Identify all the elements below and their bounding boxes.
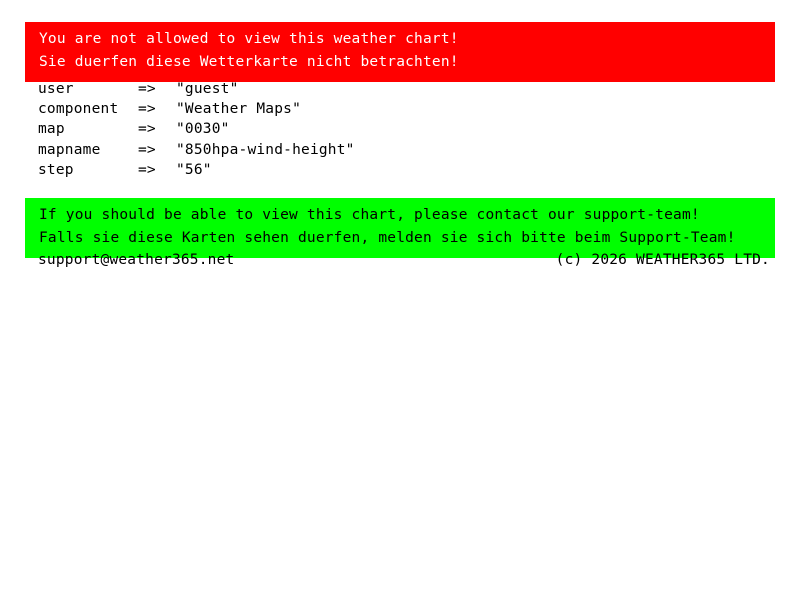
table-row <box>38 79 355 99</box>
error-banner-line-en: You are not allowed to view this weather chart! <box>39 31 459 47</box>
info-banner-line-en: If you should be able to view this chart, please contact our support-team! <box>39 207 700 223</box>
param-value-map: "0030" <box>176 121 230 138</box>
table-row <box>38 140 355 160</box>
param-value-component: "Weather Maps" <box>176 101 302 118</box>
info-banner-line-de: Falls sie diese Karten sehen duerfen, melden sie sich bitte beim Support-Team! <box>39 230 736 246</box>
copyright-text: (c) 2026 WEATHER365 LTD. <box>555 252 770 268</box>
param-key-map: map <box>38 121 65 138</box>
table-row <box>38 99 355 119</box>
param-arrow: => <box>138 81 156 97</box>
support-email-link[interactable]: support@weather365.net <box>38 252 235 268</box>
info-banner <box>25 198 775 258</box>
param-arrow: => <box>138 161 156 178</box>
param-key-user: user <box>38 81 74 97</box>
param-value-mapname: "850hpa-wind-height" <box>176 141 355 158</box>
footer <box>38 250 770 270</box>
table-row <box>38 160 355 180</box>
param-value-user: "guest" <box>176 81 239 97</box>
param-key-mapname: mapname <box>38 141 101 158</box>
param-value-step: "56" <box>176 161 212 178</box>
param-arrow: => <box>138 101 156 118</box>
table-row <box>38 119 355 139</box>
param-arrow: => <box>138 141 156 158</box>
error-banner <box>25 22 775 82</box>
param-arrow: => <box>138 121 156 138</box>
param-key-step: step <box>38 161 74 178</box>
error-banner-line-de: Sie duerfen diese Wetterkarte nicht betrachten! <box>39 54 459 70</box>
parameter-table <box>38 79 355 180</box>
param-key-component: component <box>38 101 119 118</box>
